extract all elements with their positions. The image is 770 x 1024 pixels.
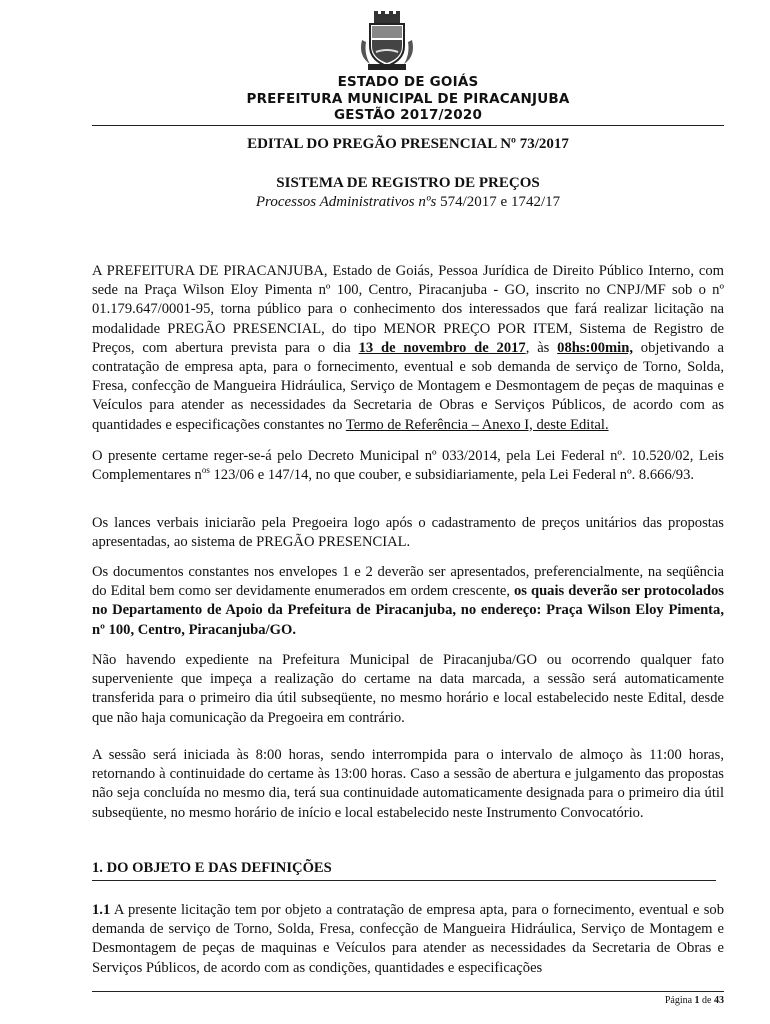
documents-bold-text: os quais deverão ser protocolados no Departamento de Apoio da Prefeitura de Piracanjuba, no endereço: Praça Wilson Eloy Pimenta, nº 100, Centro, Piracanjuba/GO. bbox=[92, 583, 724, 638]
paragraph-legal-basis bbox=[92, 447, 724, 485]
section-1-title: 1. DO OBJETO E DAS DEFINIÇÕES bbox=[92, 860, 716, 881]
paragraph-no-office: Não havendo expediente na Prefeitura Municipal de Piracanjuba/GO ou ocorrendo qualquer fato superveniente que impeça a realização do certame na data marcada, a sessão será automaticamente transferida para o primeiro dia útil subseqüente, no mesmo horário e local estabelecido neste Edital, desde que não haja comunicação da Pregoeira em contrário. bbox=[92, 652, 724, 726]
legal-text-b: 123/06 e 147/14, no que couber, e subsidiariamente, pela Lei Federal nº. 8.666/93. bbox=[209, 467, 695, 484]
legal-text: O presente certame reger-se-á pelo Decreto Municipal nº 033/2014, pela Lei Federal nº. 10.520/02, Leis Complementares n bbox=[92, 448, 724, 484]
documents-text: Os documentos constantes nos envelopes 1 e 2 deverão ser apresentados, preferencialmente, na seqüência do Edital bem como ser devidamente enumerados em ordem crescente, bbox=[92, 564, 724, 600]
total-pages: 43 bbox=[714, 995, 724, 1006]
clause-number: 1.1 bbox=[92, 902, 111, 918]
intro-text: A PREFEITURA DE PIRACANJUBA, Estado de Goiás, Pessoa Jurídica de Direito Público Interno, com sede na Praça Wilson Eloy Pimenta nº 100, Centro, Piracanjuba - GO, inscrito no CNPJ/MF sob o nº 01.179.647/0001-95, torna público para o conhecimento dos interessados que fará realizar licitação na modalidade PREGÃO PRESENCIAL, do tipo MENOR PREÇO POR ITEM, Sistema de Registro de Preços, com abertura prevista para o dia bbox=[92, 263, 724, 356]
intro-text-b: , às bbox=[525, 339, 558, 356]
current-page: 1 bbox=[694, 995, 700, 1006]
system-title: SISTEMA DE REGISTRO DE PREÇOS bbox=[276, 175, 540, 191]
legal-superscript: os bbox=[201, 465, 210, 476]
header-prefecture: PREFEITURA MUNICIPAL DE PIRACANJUBA bbox=[246, 91, 570, 107]
intro-text-c: objetivando a contratação de empresa apta, para o fornecimento, eventual e sob demanda de serviço de Torno, Solda, Fresa, confecção de Mangueira Hidráulica, Serviço de Montagem e Desmontagem de peças de maquinas e Veículos para atender as necessidades da Secretaria de Obras e Serviços Públicos, de acordo com as quantidades e especificações constantes no bbox=[92, 339, 724, 433]
header-state: ESTADO DE GOIÁS bbox=[337, 74, 479, 90]
processos-label: Processos Administrativos nºs bbox=[255, 194, 437, 210]
header-term: GESTÃO 2017/2020 bbox=[333, 107, 483, 123]
paragraph-bids: Os lances verbais iniciarão pela Pregoeira logo após o cadastramento de preços unitários das propostas apresentadas, ao sistema de PREGÃO PRESENCIAL. bbox=[92, 515, 724, 551]
annex-reference: Termo de Referência – Anexo I, deste Edital. bbox=[345, 416, 609, 433]
page-prefix: Página bbox=[664, 995, 695, 1006]
paragraph-documents bbox=[92, 563, 724, 640]
processos-line bbox=[92, 194, 724, 211]
page-number bbox=[665, 995, 724, 1006]
edital-title: EDITAL DO PREGÃO PRESENCIAL Nº 73/2017 bbox=[247, 136, 569, 152]
header-divider bbox=[92, 125, 724, 126]
clause-text: A presente licitação tem por objeto a contratação de empresa apta, para o fornecimento, eventual e sob demanda de serviço de Torno, Solda, Fresa, confecção de Mangueira Hidráulica, Serviço de Montagem e Desmontagem de peças de maquinas e Veículos para atender as necessidades da Secretaria de Obras e Serviços Públicos, de acordo com as condições, quantidades e especificações bbox=[92, 902, 724, 976]
footer-divider bbox=[92, 991, 724, 992]
paragraph-intro bbox=[92, 262, 724, 435]
paragraph-session: A sessão será iniciada às 8:00 horas, sendo interrompida para o intervalo de almoço às 11:00 horas, retornando à continuidade do certame às 13:00 horas. Caso a sessão de abertura e julgamento das propostas não seja concluída no mesmo dia, terá sua continuidade automaticamente designada para o primeiro dia útil subseqüente, no mesmo horário de início e local estabelecido neste Instrumento Convocatório. bbox=[92, 747, 724, 821]
paragraph-1-1 bbox=[92, 901, 724, 978]
municipal-coat-of-arms-icon bbox=[356, 10, 418, 72]
processos-value: 574/2017 e 1742/17 bbox=[436, 194, 561, 210]
opening-date: 13 de novembro de 2017 bbox=[358, 339, 526, 356]
page-separator: de bbox=[699, 995, 714, 1006]
opening-time: 08hs:00min, bbox=[557, 339, 633, 356]
